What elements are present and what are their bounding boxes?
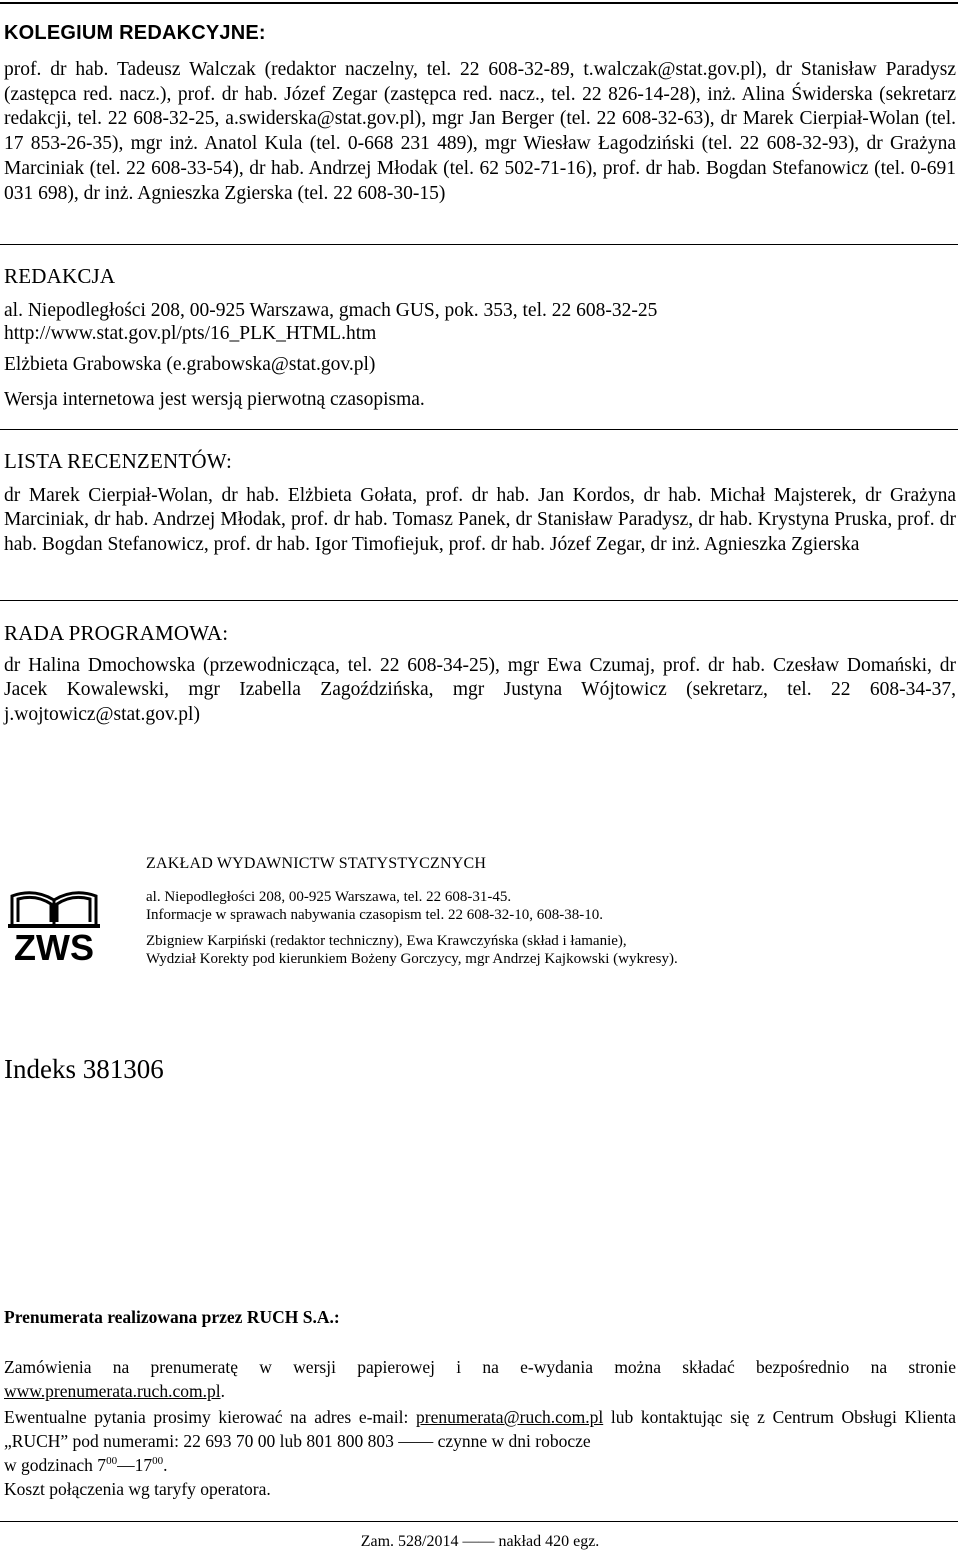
zws-logo-text: ZWS <box>14 927 94 966</box>
zws-logo <box>4 886 104 966</box>
divider-rada <box>0 600 958 601</box>
redakcja-heading: REDAKCJA <box>4 264 116 288</box>
redakcja-editor: Elżbieta Grabowska (e.grabowska@stat.gov.pl) <box>4 354 376 375</box>
subscription-order-text: Zamówienia na prenumeratę w wersji papierowej i na e-wydania można składać bezpośrednio na stronie <box>4 1357 956 1377</box>
hours-to-minutes: 00 <box>152 1455 164 1467</box>
redakcja-url[interactable]: http://www.stat.gov.pl/pts/16_PLK_HTML.htm <box>4 323 377 344</box>
redakcja-address: al. Niepodległości 208, 00-925 Warszawa, gmach GUS, pok. 353, tel. 22 608-32-25 <box>4 300 658 321</box>
recenzenci-heading: LISTA RECENZENTÓW: <box>4 449 233 473</box>
divider-recenzenci <box>0 429 958 430</box>
redakcja-note: Wersja internetowa jest wersją pierwotną czasopisma. <box>4 389 425 410</box>
subscription-cost-note: Koszt połączenia wg taryfy operatora. <box>4 1479 271 1499</box>
subscription-period: . <box>220 1381 225 1401</box>
hours-period: . <box>163 1455 168 1475</box>
subscription-heading: Prenumerata realizowana przez RUCH S.A.: <box>4 1307 340 1327</box>
publisher-staff-1: Zbigniew Karpiński (redaktor techniczny), Ewa Krawczyńska (skład i łamanie), <box>146 933 627 949</box>
hours-from-minutes: 00 <box>106 1455 118 1467</box>
subscription-paragraph-2 <box>4 1405 956 1453</box>
divider-footer <box>0 1521 958 1522</box>
index-number: Indeks 381306 <box>4 1054 164 1084</box>
publisher-name: ZAKŁAD WYDAWNICTW STATYSTYCZNYCH <box>146 855 487 872</box>
hours-to: —17 <box>117 1455 153 1475</box>
divider-redakcja <box>0 244 958 245</box>
subscription-contact-text: Ewentualne pytania prosimy kierować na adres e-mail: <box>4 1407 409 1427</box>
publisher-info: Informacje w sprawach nabywania czasopism tel. 22 608-32-10, 608-38-10. <box>146 907 603 923</box>
publisher-staff-2: Wydział Korekty pod kierunkiem Bożeny Gorczycy, mgr Andrzej Kajkowski (wykresy). <box>146 951 678 967</box>
subscription-website-link[interactable]: www.prenumerata.ruch.com.pl <box>4 1381 221 1401</box>
top-rule <box>0 2 958 4</box>
publisher-address: al. Niepodległości 208, 00-925 Warszawa, tel. 22 608-31-45. <box>146 889 512 905</box>
subscription-hours-line <box>4 1453 167 1477</box>
kolegium-text: prof. dr hab. Tadeusz Walczak (redaktor naczelny, tel. 22 608-32-89, t.walczak@stat.gov.pl), dr Stanisław Paradysz (zastępca red. nacz.), prof. dr hab. Józef Zegar (zastępca red. nacz., tel. 22 826-14-28), inż. Alina Świderska (sekretarz redakcji, tel. 22 608-32-25, a.swiderska@stat.gov.pl), mgr Jan Berger (tel. 22 608-32-63), dr Marek Cierpiał-Wolan (tel. 17 853-26-35), mgr inż. Anatol Kula (tel. 0-668 231 489), mgr Wiesław Łagodziński (tel. 22 608-32-93), dr Grażyna Marciniak (tel. 22 608-33-54), dr hab. Andrzej Młodak (tel. 62 502-71-16), prof. dr hab. Bogdan Stefanowicz (tel. 0-691 031 698), dr inż. Agnieszka Zgierska (tel. 22 608-30-15) <box>4 59 956 204</box>
recenzenci-text: dr Marek Cierpiał-Wolan, dr hab. Elżbieta Gołata, prof. dr hab. Jan Kordos, dr hab. Michał Majsterek, dr Grażyna Marciniak, dr hab. Andrzej Młodak, prof. dr hab. Tomasz Panek, dr Stanisław Paradysz, dr hab. Krystyna Pruska, prof. dr hab. Bogdan Stefanowicz, prof. dr hab. Igor Timofiejuk, prof. dr hab. Józef Zegar, dr inż. Agnieszka Zgierska <box>4 485 956 555</box>
subscription-hours-text: lub kontaktując się z Centrum Obsługi Klienta „RUCH” pod numerami: 22 693 70 00 lub 801 800 803 —— czynne w dni robocze <box>4 1407 957 1451</box>
subscription-email-link[interactable]: prenumerata@ruch.com.pl <box>416 1407 604 1427</box>
hours-from: w godzinach 7 <box>4 1455 107 1475</box>
rada-heading: RADA PROGRAMOWA: <box>4 621 229 645</box>
book-icon <box>8 893 100 926</box>
rada-text: dr Halina Dmochowska (przewodnicząca, tel. 22 608-34-25), mgr Ewa Czumaj, prof. dr hab. Czesław Domański, dr Jacek Kowalewski, mgr Izabella Zagoździńska, mgr Justyna Wójtowicz (sekretarz, tel. 22 608-34-37, j.wojtowicz@stat.gov.pl) <box>4 655 956 725</box>
kolegium-heading: KOLEGIUM REDAKCYJNE: <box>4 22 266 44</box>
subscription-paragraph-1 <box>4 1355 956 1403</box>
print-order-footer: Zam. 528/2014 —— nakład 420 egz. <box>360 1533 600 1550</box>
